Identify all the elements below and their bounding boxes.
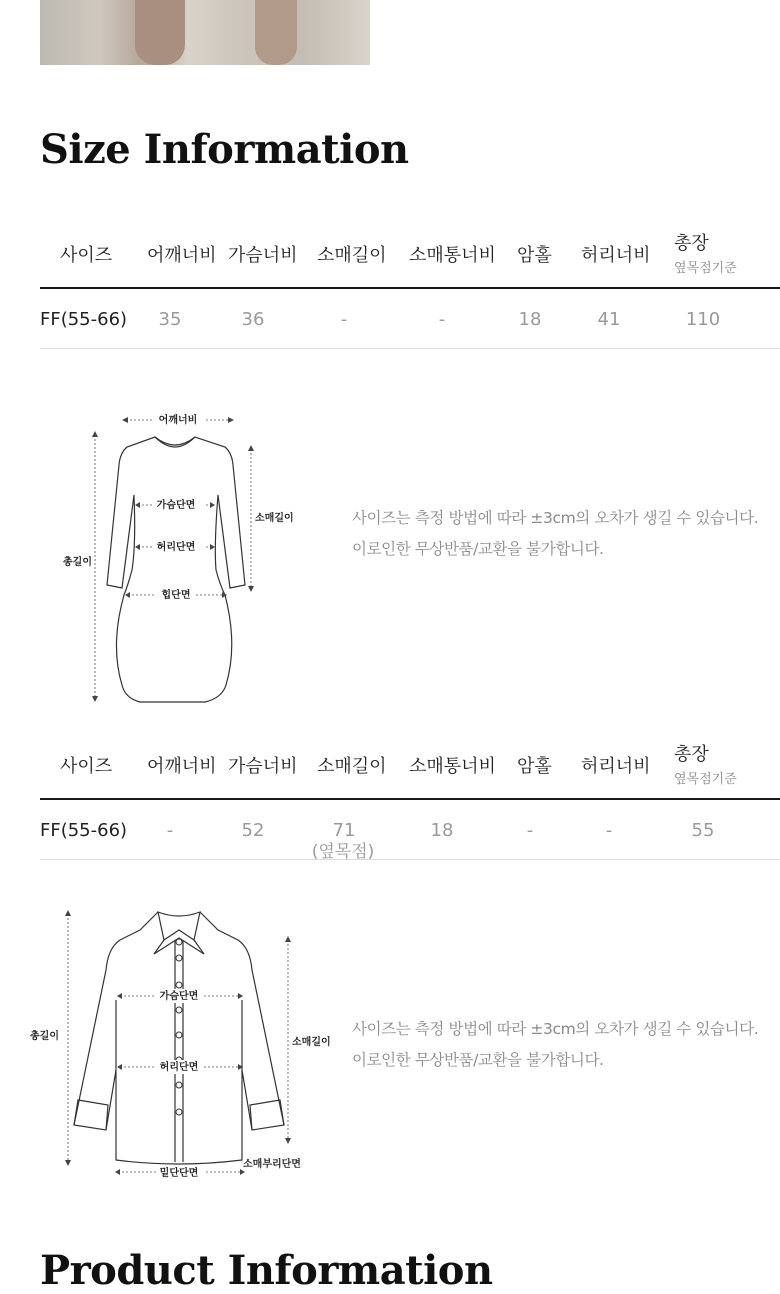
cell-size: FF(55-66) [40, 309, 128, 330]
dress-diagram [40, 405, 320, 715]
header-length-sub: 옆목점기준 [674, 261, 737, 276]
table-row [40, 800, 780, 860]
header-size: 사이즈 [60, 245, 113, 266]
cell-sleeve-width: 18 [430, 820, 454, 841]
label-total: 총길이 [30, 1031, 59, 1042]
header-waist: 허리너비 [581, 756, 651, 777]
product-photo [40, 0, 370, 65]
label-total: 총길이 [63, 557, 92, 568]
cell-chest: 36 [241, 309, 265, 330]
cell-chest: 52 [241, 820, 265, 841]
note-line-2: 이로인한 무상반품/교환을 불가합니다. [352, 540, 604, 558]
header-size: 사이즈 [60, 756, 113, 777]
header-length: 총장 [674, 233, 709, 254]
cell-waist: 41 [597, 309, 621, 330]
photo-leg-right [255, 0, 297, 65]
shirt-size-table [40, 740, 780, 860]
dress-size-table [40, 229, 780, 349]
header-shoulder: 어깨너비 [147, 756, 217, 777]
note-line-2: 이로인한 무상반품/교환을 불가합니다. [352, 1051, 604, 1069]
header-length-sub: 옆목점기준 [674, 772, 737, 787]
cell-shoulder: - [166, 820, 174, 841]
header-chest: 가슴너비 [228, 245, 298, 266]
label-waist: 허리단면 [159, 1062, 199, 1073]
cell-armhole: 18 [518, 309, 542, 330]
cell-sleeve: 71 [332, 820, 356, 841]
header-armhole: 암홀 [517, 756, 552, 777]
note-line-1: 사이즈는 측정 방법에 따라 ±3cm의 오차가 생길 수 있습니다. [352, 509, 759, 527]
header-sleeve: 소매길이 [317, 756, 387, 777]
label-sleeve: 소매길이 [292, 1037, 331, 1048]
photo-leg-left [135, 0, 185, 65]
product-information-title: Product Information [40, 1247, 493, 1294]
label-waist: 허리단면 [156, 542, 196, 553]
cell-length: 110 [685, 309, 721, 330]
cell-armhole: - [526, 820, 534, 841]
cell-size: FF(55-66) [40, 820, 128, 841]
header-shoulder: 어깨너비 [147, 245, 217, 266]
label-cuff: 소매부리단면 [243, 1159, 301, 1170]
cell-length: 55 [691, 820, 715, 841]
label-hip: 힙단면 [161, 590, 191, 601]
size-note [352, 503, 758, 565]
note-line-1: 사이즈는 측정 방법에 따라 ±3cm의 오차가 생길 수 있습니다. [352, 1020, 759, 1038]
cell-sleeve-note: (옆목점) [311, 842, 375, 862]
header-waist: 허리너비 [581, 245, 651, 266]
header-chest: 가슴너비 [228, 756, 298, 777]
shirt-diagram [28, 900, 338, 1185]
label-sleeve: 소매길이 [255, 513, 294, 524]
cell-waist: - [605, 820, 613, 841]
cell-sleeve-width: - [438, 309, 446, 330]
cell-sleeve: - [340, 309, 348, 330]
label-shoulder: 어깨너비 [158, 415, 198, 426]
header-sleeve: 소매길이 [317, 245, 387, 266]
header-armhole: 암홀 [517, 245, 552, 266]
header-sleeve-width: 소매통너비 [409, 756, 496, 777]
label-hem: 밑단단면 [159, 1168, 199, 1179]
table-header [40, 740, 780, 800]
label-chest: 가슴단면 [156, 500, 196, 511]
table-header [40, 229, 780, 289]
header-length: 총장 [674, 744, 709, 765]
table-row [40, 289, 780, 349]
cell-shoulder: 35 [158, 309, 182, 330]
size-note [352, 1014, 758, 1076]
header-sleeve-width: 소매통너비 [409, 245, 496, 266]
label-chest: 가슴단면 [159, 991, 199, 1002]
size-information-title: Size Information [40, 126, 409, 173]
